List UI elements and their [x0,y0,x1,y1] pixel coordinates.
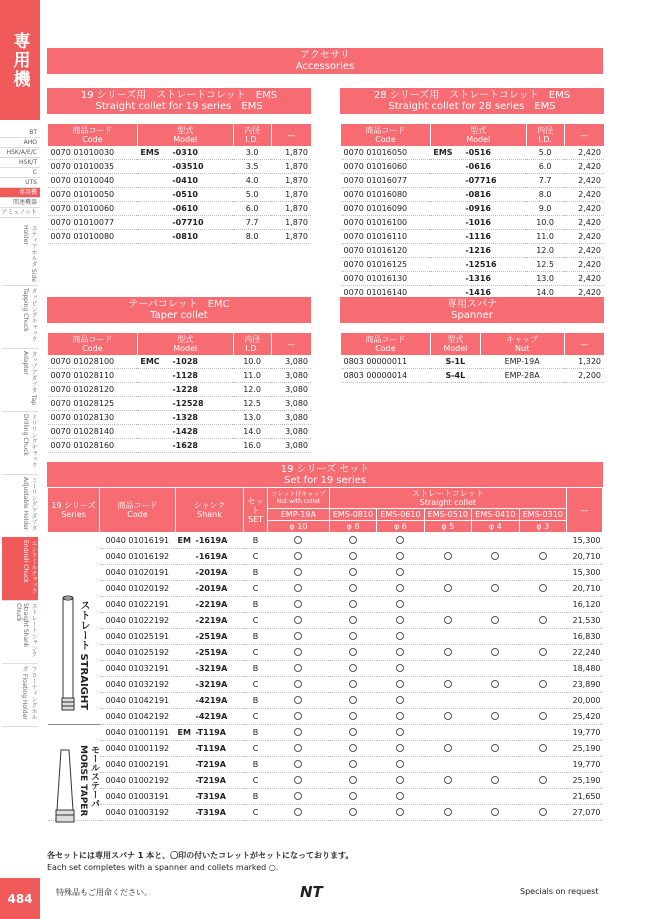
included-mark-icon [349,648,357,656]
spanner-table [340,333,604,383]
set-dia-header: φ 8 [329,521,376,533]
included-mark-icon [444,808,452,816]
taper-title-jp: テーパコレット EMC [128,299,230,310]
included-mark-icon [349,696,357,704]
t19-col-header: 内径 I.D. [233,124,271,146]
included-mark-icon [294,664,302,672]
sidebar-category[interactable]: フローティングホルダ Floating Holder [2,663,38,727]
included-mark-icon [396,712,404,720]
sidebar-tab[interactable]: C [0,168,40,178]
set-dia-header: φ 3 [519,521,566,533]
table-row: 0040 01020192 -2019A C 20,710 [48,581,603,597]
set-col-collet: ストレートコレット Straight collet [329,488,566,509]
table-row: 0070 01016080 -0816 8.0 2,420 [341,188,605,202]
set-model-header: EMP-19A [268,509,330,521]
included-mark-icon [539,712,547,720]
spanner-header [340,297,604,323]
included-mark-icon [349,792,357,800]
set-dia-header: φ 6 [377,521,424,533]
included-mark-icon [396,808,404,816]
t19-col-header: — [271,124,311,146]
included-mark-icon [539,616,547,624]
included-mark-icon [294,712,302,720]
included-mark-icon [349,584,357,592]
table-row: 0040 01001192 -T119A C 25,190 [48,741,603,757]
included-mark-icon [349,552,357,560]
table-row: 0040 01042191 -4219A B 20,000 [48,693,603,709]
set-title-en: Set for 19 series [283,475,367,486]
t28-header [340,88,604,114]
sidebar-tab[interactable]: BT [0,128,40,138]
table-row: 0040 01016191 EM -1619A B 15,300 [48,533,603,549]
sidebar-tab[interactable]: 専用機 [0,188,40,198]
included-mark-icon [349,712,357,720]
included-mark-icon [294,808,302,816]
included-mark-icon [396,616,404,624]
table-row: 0070 01016090 -0916 9.0 2,420 [341,202,605,216]
table-row: 0040 01002192 -T219A C 25,190 [48,773,603,789]
footer-specials-en: Specials on request [520,887,599,896]
spanner-col-header: 型式 Model [430,333,480,355]
set-dia-header: φ 5 [424,521,471,533]
sidebar-tab[interactable]: UTS [0,178,40,188]
sidebar-category[interactable]: ドリリングチャック Drilling Chuck [2,411,38,475]
included-mark-icon [396,792,404,800]
included-mark-icon [539,808,547,816]
straight-shank-illustration [55,590,97,740]
set-col-cap: コレット付キャップ Nut with collet [268,488,330,509]
included-mark-icon [349,568,357,576]
taper-col-header: — [271,333,311,355]
table-row: 0070 01016050 EMS -0516 5.0 2,420 [341,146,605,160]
sidebar-tab[interactable]: HSK/T [0,158,40,168]
included-mark-icon [294,616,302,624]
included-mark-icon [349,808,357,816]
included-mark-icon [396,664,404,672]
table-row: 0070 01028110 -1128 11.0 3,080 [48,369,312,383]
sidebar [0,0,40,919]
t28-title-en: Straight collet for 28 series EMS [388,101,556,112]
table-row: 0070 01010050 -0510 5.0 1,870 [48,188,312,202]
set-header [47,462,603,488]
table-row: 0040 01042192 -4219A C 25,420 [48,709,603,725]
table-row: 0070 01016060 -0616 6.0 2,420 [341,160,605,174]
included-mark-icon [491,680,499,688]
set-col-shank: シャンク Shank [176,488,244,533]
included-mark-icon [491,648,499,656]
table-row: 0040 01002191 -T219A B 19,770 [48,757,603,773]
table-row: 0070 01010040 -0410 4.0 1,870 [48,174,312,188]
included-mark-icon [444,584,452,592]
table-row: 0070 01016125 -12516 12.5 2,420 [341,258,605,272]
sidebar-tab[interactable]: AHO [0,138,40,148]
included-mark-icon [444,616,452,624]
included-mark-icon [349,664,357,672]
included-mark-icon [444,680,452,688]
nt-logo: NT [300,883,323,901]
included-mark-icon [491,616,499,624]
table-row: 0070 01010080 -0810 8.0 1,870 [48,230,312,244]
included-mark-icon [539,648,547,656]
set-dia-header: φ 10 [268,521,330,533]
included-mark-icon [294,536,302,544]
included-mark-icon [349,616,357,624]
t28-col-header: — [564,124,604,146]
accessories-title-jp: アクセサリ [300,50,350,61]
t19-table [47,124,311,244]
table-row: 0040 01032191 -3219A B 18,480 [48,661,603,677]
included-mark-icon [349,680,357,688]
set-col-price: — [567,488,603,533]
included-mark-icon [491,776,499,784]
set-model-header: EMS-0510 [424,509,471,521]
t28-title-jp: 28 シリーズ用 ストレートコレット EMS [373,90,571,101]
included-mark-icon [491,808,499,816]
included-mark-icon [491,712,499,720]
included-mark-icon [349,632,357,640]
t28-table [340,124,604,300]
table-row: 0040 01020191 -2019A B 15,300 [48,565,603,581]
spanner-col-header: キャップ Nut [480,333,564,355]
set-table [47,487,603,821]
note-en: Each set completes with a spanner and collets marked ○. [47,863,279,872]
t28-col-header: 内径 I.D. [526,124,564,146]
morse-taper-illustration [55,745,100,840]
note-jp: 各セットには専用スパナ 1 本と、〇印の付いたコレットがセットになっております。 [47,851,354,860]
included-mark-icon [396,680,404,688]
included-mark-icon [294,792,302,800]
table-row: 0070 01016077 -07716 7.7 2,420 [341,174,605,188]
sidebar-category[interactable]: タップアダプタ Tap Adapter [2,348,38,412]
included-mark-icon [396,648,404,656]
sidebar-category[interactable]: ミーリングアダプタ Adjustable Holder [2,474,38,538]
taper-col-header: 型式 Model [137,333,233,355]
set-model-header: EMS-0410 [472,509,519,521]
included-mark-icon [396,584,404,592]
included-mark-icon [349,776,357,784]
included-mark-icon [294,680,302,688]
table-row: 0040 01025192 -2519A C 22,240 [48,645,603,661]
sidebar-category[interactable]: エンドミルチャック Endmill Chuck [2,537,38,601]
sidebar-category[interactable]: スティアホルダ Side Holder [2,222,38,286]
included-mark-icon [444,648,452,656]
table-row: 0070 01016110 -1116 11.0 2,420 [341,230,605,244]
table-row: 0070 01016120 -1216 12.0 2,420 [341,244,605,258]
taper-title-en: Taper collet [150,310,208,321]
set-model-header: EMS-0610 [377,509,424,521]
included-mark-icon [539,744,547,752]
included-mark-icon [294,632,302,640]
included-mark-icon [396,728,404,736]
straight-shank-icon [55,590,97,740]
included-mark-icon [396,696,404,704]
morse-taper-label: モールステーパ MORSE TAPER [78,745,99,817]
table-row: 0070 01010030 EMS -0310 3.0 1,870 [48,146,312,160]
included-mark-icon [539,552,547,560]
table-row: 0070 01028100 EMC -1028 10.0 3,080 [48,355,312,369]
table-row: 0070 01016100 -1016 10.0 2,420 [341,216,605,230]
table-row: 0070 01010077 -07710 7.7 1,870 [48,216,312,230]
table-row: 0070 01016140 -1416 14.0 2,420 [341,286,605,300]
t19-title-en: Straight collet for 19 series EMS [95,101,263,112]
set-dia-header: φ 4 [472,521,519,533]
included-mark-icon [294,776,302,784]
set-col-code: 商品コード Code [100,488,176,533]
included-mark-icon [539,680,547,688]
set-title-jp: 19 シリーズ セット [280,464,370,475]
included-mark-icon [539,776,547,784]
included-mark-icon [396,744,404,752]
table-row: 0070 01010035 -03510 3.5 1,870 [48,160,312,174]
included-mark-icon [294,584,302,592]
t28-col-header: 商品コード Code [341,124,431,146]
table-row: 0070 01028160 -1628 16.0 3,080 [48,439,312,453]
included-mark-icon [444,776,452,784]
included-mark-icon [294,696,302,704]
set-col-set: セット SET [244,488,268,533]
set-model-header: EMS-0810 [329,509,376,521]
spanner-title-en: Spanner [451,310,493,321]
set-col-series: 19 シリーズ Series [48,488,100,533]
taper-header [47,297,311,323]
included-mark-icon [396,600,404,608]
footer-special-jp: 特殊品もご用命ください。 [56,888,152,897]
t19-col-header: 型式 Model [137,124,233,146]
table-row: 0803 00000014 S-4L EMP-28A 2,200 [341,369,605,383]
sidebar-tab[interactable]: 関連機器 [0,198,40,208]
included-mark-icon [294,728,302,736]
table-row: 0070 01028120 -1228 12.0 3,080 [48,383,312,397]
included-mark-icon [349,536,357,544]
included-mark-icon [349,760,357,768]
included-mark-icon [444,712,452,720]
table-row: 0070 01028140 -1428 14.0 3,080 [48,425,312,439]
table-row: 0070 01028130 -1328 13.0 3,080 [48,411,312,425]
table-row: 0040 01022192 -2219A C 21,530 [48,613,603,629]
taper-col-header: 内径 I.D. [233,333,271,355]
included-mark-icon [396,568,404,576]
table-row: 0070 01010060 -0610 6.0 1,870 [48,202,312,216]
straight-label: ストレート STRAIGHT [78,600,89,711]
table-row: 0040 01016192 -1619A C 20,710 [48,549,603,565]
page-number: 484 [0,878,40,919]
included-mark-icon [294,600,302,608]
included-mark-icon [444,744,452,752]
t19-col-header: 商品コード Code [48,124,138,146]
included-mark-icon [396,760,404,768]
included-mark-icon [396,552,404,560]
included-mark-icon [491,584,499,592]
included-mark-icon [294,552,302,560]
sidebar-category[interactable]: タッピングチャック Tapping Chuck [2,285,38,349]
included-mark-icon [294,568,302,576]
sidebar-tab[interactable]: アミュノット [0,208,40,218]
accessories-title-en: Accessories [295,61,355,72]
included-mark-icon [539,584,547,592]
table-row: 0803 00000011 S-1L EMP-19A 1,320 [341,355,605,369]
included-mark-icon [491,552,499,560]
t19-header [47,88,311,114]
table-row: 0040 01001191 EM -T119A B 19,770 [48,725,603,741]
included-mark-icon [396,632,404,640]
included-mark-icon [294,760,302,768]
included-mark-icon [349,728,357,736]
table-row: 0040 01003191 -T319A B 21,650 [48,789,603,805]
sidebar-category[interactable]: ストレートシャンク Straight Shank Chuck [2,600,38,664]
set-model-header: EMS-0310 [519,509,566,521]
spanner-col-header: — [564,333,604,355]
included-mark-icon [349,744,357,752]
included-mark-icon [444,552,452,560]
table-row: 0070 01016130 -1316 13.0 2,420 [341,272,605,286]
t19-title-jp: 19 シリーズ用 ストレートコレット EMS [80,90,278,101]
included-mark-icon [396,776,404,784]
table-row: 0040 01003192 -T319A C 27,070 [48,805,603,821]
taper-col-header: 商品コード Code [48,333,138,355]
accessories-header [47,48,603,74]
included-mark-icon [294,648,302,656]
taper-table [47,333,311,453]
spanner-title-jp: 専用スパナ [447,299,497,310]
table-row: 0040 01022191 -2219A B 16,120 [48,597,603,613]
included-mark-icon [491,744,499,752]
table-row: 0070 01028125 -12528 12.5 3,080 [48,397,312,411]
table-row: 0040 01032192 -3219A C 23,890 [48,677,603,693]
sidebar-tab[interactable]: HSK/A/E/C [0,148,40,158]
included-mark-icon [396,536,404,544]
included-mark-icon [349,600,357,608]
table-row: 0040 01025191 -2519A B 16,830 [48,629,603,645]
spanner-col-header: 商品コード Code [341,333,431,355]
t28-col-header: 型式 Model [430,124,526,146]
sidebar-title: 専用機 [0,0,40,120]
included-mark-icon [294,744,302,752]
